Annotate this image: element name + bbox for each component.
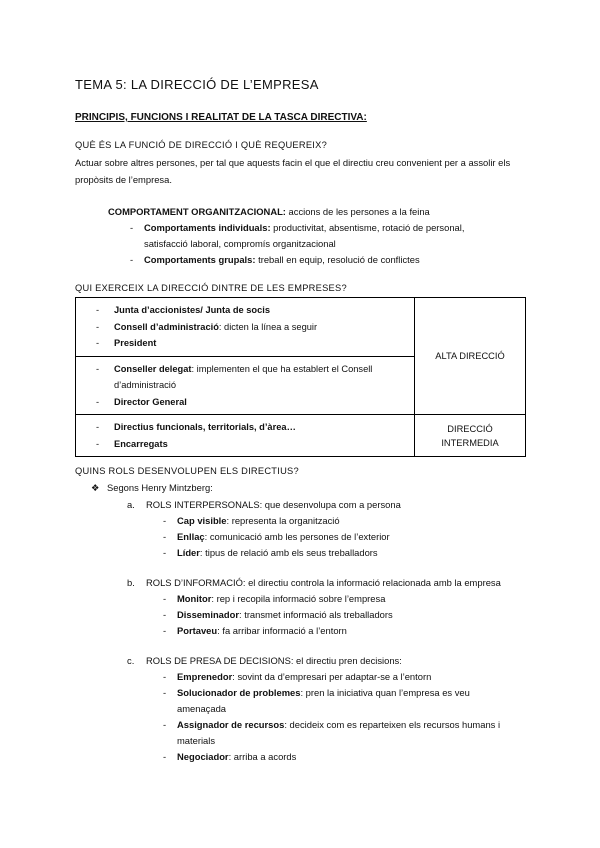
- table-cell-group2: - Conseller delegat: implementen el que ha establert el Consell d’administració - Director General: [76, 356, 415, 415]
- comportament-text: accions de les persones a la feina: [285, 206, 430, 217]
- alta-direccio-label: ALTA DIRECCIÓ: [435, 350, 505, 361]
- role-item: - Disseminador: transmet informació als treballadors: [163, 609, 393, 620]
- role-item: - Emprenedor: sovint da d’empresari per adaptar-se a l’entorn: [163, 671, 432, 682]
- question-1: QUÈ ÉS LA FUNCIÓ DE DIRECCIÓ I QUÈ REQUEREIX?: [75, 140, 327, 150]
- role-title: a. ROLS INTERPERSONALS: que desenvolupa com a persona: [127, 499, 401, 510]
- role-item: - Solucionador de problemes: pren la iniciativa quan l’empresa es veu: [163, 687, 470, 698]
- role-item: - Assignador de recursos: decideix com es reparteixen els recursos humans i: [163, 719, 501, 730]
- comportament-item: - Comportaments grupals: treball en equip, resolució de conflictes: [130, 254, 420, 265]
- diamond-bullet-icon: ❖: [91, 482, 100, 493]
- role-item: - Enllaç: comunicació amb les persones de l’exterior: [163, 531, 390, 542]
- role-item: - Negociador: arriba a acords: [163, 751, 297, 762]
- section-heading: PRINCIPIS, FUNCIONS I REALITAT DE LA TASCA DIRECTIVA:: [75, 112, 367, 123]
- role-item: - Líder: tipus de relació amb els seus treballadors: [163, 547, 378, 558]
- page-title: TEMA 5: LA DIRECCIÓ DE L’EMPRESA: [75, 77, 319, 92]
- role-item: - Monitor: rep i recopila informació sobre l’empresa: [163, 593, 386, 604]
- question-1-answer: Actuar sobre altres persones, per tal que aquests facin el que el directiu creu convenient per a assolir els propòsits de l’empresa.: [75, 157, 511, 185]
- table-cell-group1: - Junta d’accionistes/ Junta de socis - Consell d’administració: dicten la línea a seguir - President: [76, 298, 415, 357]
- direction-table: [75, 297, 526, 457]
- comportament-label: COMPORTAMENT ORGANITZACIONAL:: [108, 206, 286, 217]
- role-item: - Cap visible: representa la organització: [163, 515, 340, 526]
- comportament-item: - Comportaments individuals: productivitat, absentisme, rotació de personal,: [130, 222, 465, 233]
- mintzberg-line: ❖ Segons Henry Mintzberg:: [91, 480, 213, 496]
- direccio-intermedia-cell: DIRECCIÓ INTERMEDIA: [415, 415, 526, 457]
- role-title: b. ROLS D’INFORMACIÓ: el directiu controla la informació relacionada amb la empresa: [127, 577, 501, 588]
- role-item-cont: materials: [177, 735, 216, 746]
- comportament-item-cont: satisfacció laboral, compromís organitzacional: [144, 238, 336, 249]
- question-3: QUINS ROLS DESENVOLUPEN ELS DIRECTIUS?: [75, 466, 299, 476]
- comportament-line: [108, 204, 430, 220]
- question-2: QUI EXERCEIX LA DIRECCIÓ DINTRE DE LES EMPRESES?: [75, 283, 347, 293]
- role-item-cont: amenaçada: [177, 703, 226, 714]
- table-cell-group3: - Directius funcionals, territorials, d’àrea… - Encarregats: [76, 415, 415, 457]
- role-title: c. ROLS DE PRESA DE DECISIONS: el directiu pren decisions:: [127, 655, 402, 666]
- role-item: - Portaveu: fa arribar informació a l’entorn: [163, 625, 347, 636]
- alta-direccio-cell: [415, 298, 526, 415]
